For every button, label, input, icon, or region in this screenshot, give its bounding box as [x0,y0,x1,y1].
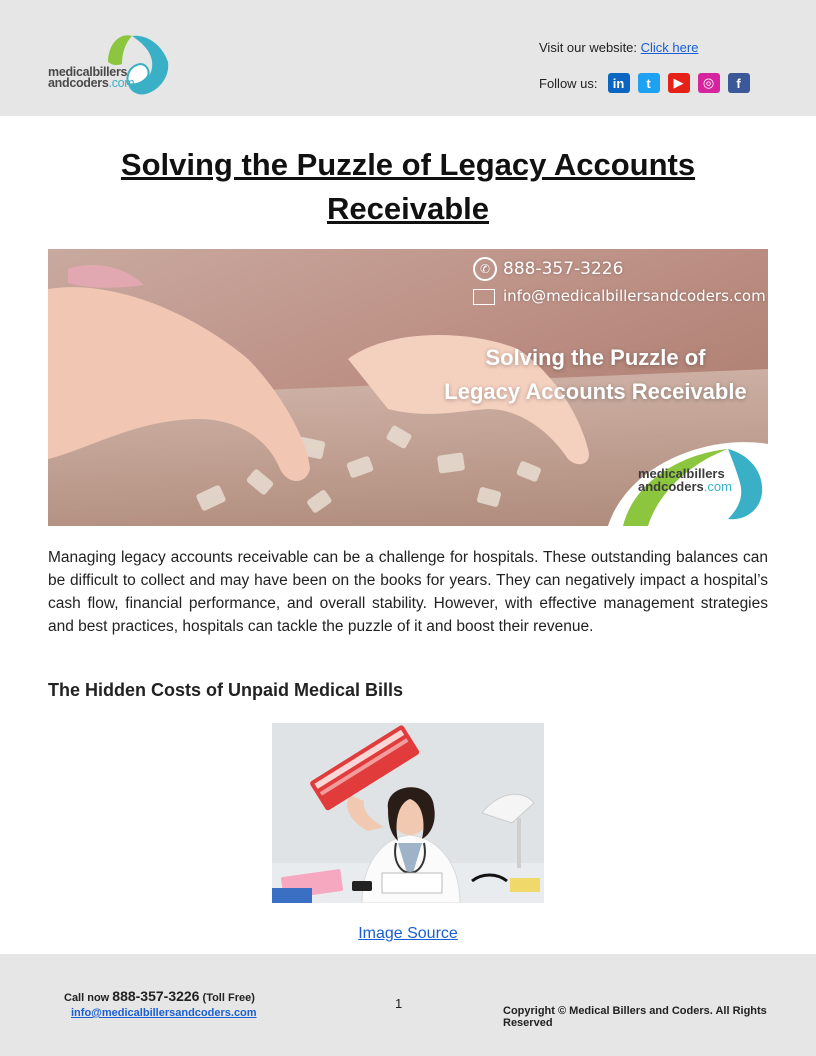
mail-icon [473,289,495,305]
linkedin-icon[interactable]: in [608,73,630,93]
hero-phone [473,257,623,281]
footer-email-link[interactable]: info@medicalbillersandcoders.com [71,1007,257,1019]
follow-us [539,73,758,93]
hero-title-line1: Solving the Puzzle of [485,345,706,370]
hero-email [473,287,766,305]
visit-label: Visit our website: [539,40,641,55]
doctor-with-binder-illustration [272,723,544,903]
logo-line1: medicalbillers [48,65,128,79]
hero-title [428,341,763,409]
instagram-icon[interactable]: ◎ [698,73,720,93]
stressed-doctor-photo [272,723,544,903]
twitter-icon[interactable]: t [638,73,660,93]
copyright-text: Copyright © Medical Billers and Coders. All Rights Reserved [503,1005,767,1029]
company-logo[interactable] [46,30,176,100]
image-source-text[interactable]: Image Source [358,925,458,942]
hero-logo-line1: medicalbillers [638,466,725,481]
page-number: 1 [395,996,403,1011]
hero-logo-line2: andcoders [638,479,704,494]
call-prefix: Call now [64,992,113,1004]
follow-label: Follow us: [539,75,598,91]
facebook-icon[interactable]: f [728,73,750,93]
hero-banner-image [48,249,768,526]
hero-logo-suffix: .com [703,479,732,494]
intro-paragraph: Managing legacy accounts receivable can be a challenge for hospitals. These outstanding balances can be difficult to collect and may have been on the books for years. They can negatively impact a hospital’s cash flow, financial performance, and overall stability. However, with effective management strategies and best practices, hospitals can tackle the puzzle of it and boost their revenue. [48,549,768,635]
logo-text [48,67,134,89]
footer-call [64,988,255,1004]
youtube-icon[interactable]: ▶ [668,73,690,93]
section-heading: The Hidden Costs of Unpaid Medical Bills [48,680,404,700]
logo-suffix: .com [108,76,135,90]
phone-icon: ✆ [473,257,497,281]
image-source-link[interactable] [0,925,816,943]
visit-website [539,40,698,55]
visit-website-link[interactable]: Click here [640,40,699,55]
hero-logo-text [638,467,732,493]
call-suffix: (Toll Free) [199,992,255,1004]
page-footer [0,954,816,1056]
hero-title-line2: Legacy Accounts Receivable [444,379,747,404]
page-header [0,0,816,116]
logo-line2: andcoders [48,76,109,90]
call-number[interactable]: 888-357-3226 [112,988,200,1004]
page-title: Solving the Puzzle of Legacy Accounts Receivable [120,147,696,226]
social-icons [608,73,758,93]
hero-email-text: info@medicalbillersandcoders.com [503,287,766,305]
hero-phone-text: 888-357-3226 [503,259,624,279]
